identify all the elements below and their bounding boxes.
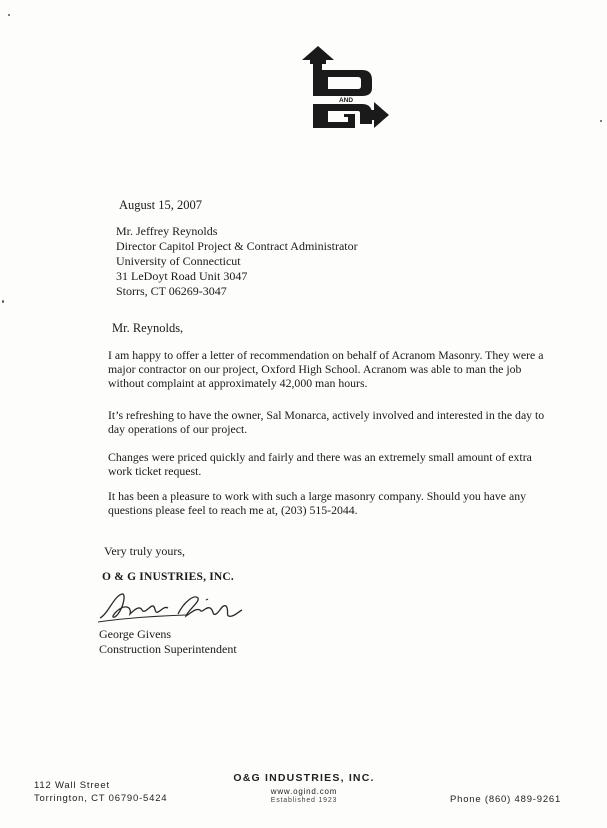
signer-name: George Givens	[99, 627, 172, 641]
recipient-street: 31 LeDoyt Road Unit 3047	[116, 269, 248, 283]
footer-company-name: O&G INDUSTRIES, INC.	[233, 772, 375, 784]
signer-title: Construction Superintendent	[99, 642, 237, 656]
recipient-name: Mr. Jeffrey Reynolds	[116, 224, 218, 238]
footer-company-block	[224, 772, 384, 804]
footer-address	[34, 779, 167, 805]
og-arrow-logo-icon	[300, 44, 390, 130]
footer-city: Torrington, CT 06790-5424	[34, 793, 168, 804]
footer-street: 112 Wall Street	[34, 780, 110, 791]
body-paragraph: It has been a pleasure to work with such a large masonry company. Should you have any questions please feel to reach me at, (203) 515-2044.	[108, 489, 527, 518]
scan-speck	[8, 14, 10, 16]
logo-text: AND	[338, 97, 354, 104]
salutation: Mr. Reynolds,	[112, 321, 184, 335]
footer-website: www.ogind.com	[270, 787, 338, 796]
scan-speck	[2, 300, 4, 303]
footer-established: Established 1923	[270, 797, 338, 804]
body-paragraph: Changes were priced quickly and fairly and there was an extremely small amount of extra work ticket request.	[108, 450, 532, 479]
body-paragraph: I am happy to offer a letter of recommendation on behalf of Acranom Masonry. They were a major contractor on our project, Oxford High School. Acranom was able to man the job without complaint at approximately 42,000 man hours.	[108, 348, 544, 391]
recipient-title: Director Capitol Project & Contract Administrator	[116, 239, 358, 253]
closing: Very truly yours,	[104, 544, 185, 558]
handwritten-signature-icon	[96, 588, 246, 628]
body-paragraph: It’s refreshing to have the owner, Sal Monarca, actively involved and interested in the day to day operations of our project.	[108, 408, 545, 437]
recipient-organization: University of Connecticut	[116, 254, 241, 268]
recipient-city: Storrs, CT 06269-3047	[116, 284, 227, 298]
recipient-address	[116, 224, 358, 299]
signature-company-name: O & G INUSTRIES, INC.	[102, 571, 235, 583]
footer-phone: Phone (860) 489-9261	[450, 794, 562, 805]
scan-speck	[600, 120, 602, 122]
letter-date: August 15, 2007	[119, 198, 202, 212]
